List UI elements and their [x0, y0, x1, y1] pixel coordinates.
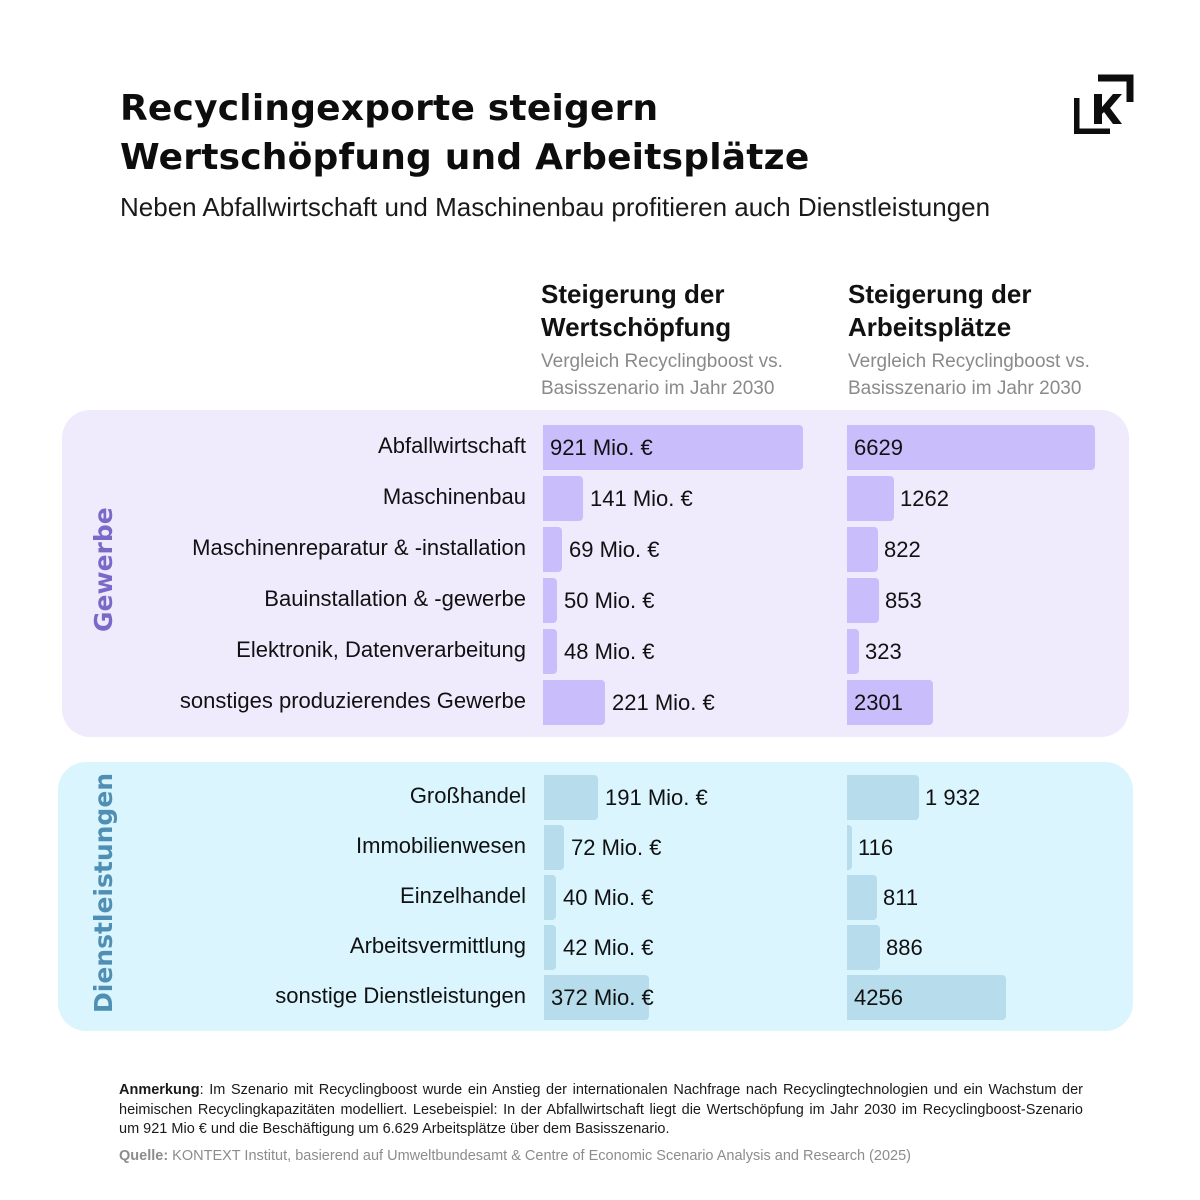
value-label-wertschoepfung: 69 Mio. €	[569, 537, 660, 562]
category-label: Elektronik, Datenverarbeitung	[236, 637, 526, 662]
category-label: sonstige Dienstleistungen	[275, 983, 526, 1008]
value-label-arbeitsplaetze: 811	[883, 885, 919, 910]
heading-line-2: Wertschöpfung	[541, 312, 732, 342]
source-note	[119, 1147, 1099, 1166]
bar-row	[0, 578, 1200, 623]
category-label: Großhandel	[409, 783, 526, 808]
bar-row	[0, 825, 1200, 870]
value-label-arbeitsplaetze: 1 932	[925, 785, 981, 810]
value-label-wertschoepfung: 48 Mio. €	[564, 639, 655, 664]
group-label-gewerbe: Gewerbe	[89, 507, 118, 632]
heading-sub-2: Basisszenario im Jahr 2030	[848, 378, 1082, 399]
column-heading-wertschoepfung	[541, 278, 841, 398]
bar-row	[0, 629, 1200, 674]
category-label: Einzelhandel	[400, 883, 526, 908]
value-label-arbeitsplaetze: 6629	[854, 435, 903, 460]
category-label: Immobilienwesen	[356, 833, 526, 858]
bar-arbeitsplaetze	[847, 775, 919, 820]
heading-line-1: Steigerung der	[541, 279, 725, 309]
heading-sub-2: Basisszenario im Jahr 2030	[541, 378, 775, 399]
bar-row	[0, 925, 1200, 970]
bar-wertschoepfung	[544, 925, 556, 970]
value-label-arbeitsplaetze: 853	[885, 588, 922, 613]
value-label-wertschoepfung: 372 Mio. €	[551, 985, 654, 1010]
bar-arbeitsplaetze	[847, 476, 894, 521]
value-label-wertschoepfung: 40 Mio. €	[563, 885, 654, 910]
bar-wertschoepfung	[544, 875, 556, 920]
source-label: Quelle:	[119, 1148, 169, 1164]
bar-row	[0, 680, 1200, 725]
bar-row	[0, 476, 1200, 521]
category-label: sonstiges produzierendes Gewerbe	[179, 688, 526, 713]
heading-sub-1: Vergleich Recyclingboost vs.	[541, 351, 783, 372]
bar-wertschoepfung	[544, 775, 598, 820]
kontext-k-logo-icon	[1074, 74, 1134, 134]
bar-wertschoepfung	[543, 629, 557, 674]
bar-row	[0, 875, 1200, 920]
value-label-wertschoepfung: 42 Mio. €	[563, 935, 654, 960]
value-label-wertschoepfung: 221 Mio. €	[612, 690, 715, 715]
value-label-wertschoepfung: 72 Mio. €	[571, 835, 662, 860]
bar-arbeitsplaetze	[847, 925, 880, 970]
value-label-wertschoepfung: 191 Mio. €	[605, 785, 708, 810]
category-label: Maschinenbau	[382, 484, 526, 509]
category-label: Bauinstallation & -gewerbe	[264, 586, 526, 611]
value-label-arbeitsplaetze: 4256	[854, 985, 903, 1010]
bar-arbeitsplaetze	[847, 527, 878, 572]
column-heading-arbeitsplaetze	[848, 278, 1148, 398]
bar-arbeitsplaetze	[847, 578, 879, 623]
value-label-arbeitsplaetze: 323	[865, 639, 902, 664]
bar-wertschoepfung	[543, 527, 562, 572]
category-label: Arbeitsvermittlung	[349, 933, 526, 958]
value-label-arbeitsplaetze: 1262	[900, 486, 949, 511]
bar-arbeitsplaetze	[847, 875, 877, 920]
value-label-wertschoepfung: 50 Mio. €	[564, 588, 655, 613]
bar-arbeitsplaetze	[847, 629, 859, 674]
chart-title	[120, 84, 1020, 182]
bar-row	[0, 975, 1200, 1020]
footnote-text: : Im Szenario mit Recyclingboost wurde ein Anstieg der internationalen Nachfrage nach Recyclingtechnologien und ein Wachstum der heimischen Recyclingkapazitäten modelliert. Lesebeispiel: In der Abfallwirtschaft liegt die Wertschöpfung im Jahr 2030 im Recyclingboost-Szenario um 921 Mio € und die Beschäftigung um 6.629 Arbeitsplätze über dem Basisszenario.	[119, 1082, 1083, 1137]
bar-row	[0, 775, 1200, 820]
bar-arbeitsplaetze	[847, 825, 852, 870]
value-label-arbeitsplaetze: 822	[884, 537, 921, 562]
title-line-2: Wertschöpfung und Arbeitsplätze	[120, 137, 810, 178]
value-label-arbeitsplaetze: 2301	[854, 690, 903, 715]
value-label-wertschoepfung: 141 Mio. €	[590, 486, 693, 511]
category-label: Maschinenreparatur & -installation	[192, 535, 526, 560]
title-line-1: Recyclingexporte steigern	[120, 88, 659, 129]
category-label: Abfallwirtschaft	[378, 433, 526, 458]
value-label-wertschoepfung: 921 Mio. €	[550, 435, 653, 460]
group-label-dienstleistungen: Dienstleistungen	[89, 772, 118, 1013]
value-label-arbeitsplaetze: 116	[858, 835, 894, 860]
bar-row	[0, 425, 1200, 470]
bar-wertschoepfung	[543, 578, 557, 623]
value-label-arbeitsplaetze: 886	[886, 935, 923, 960]
footnote-label: Anmerkung	[119, 1082, 200, 1098]
heading-line-1: Steigerung der	[848, 279, 1032, 309]
bar-wertschoepfung	[543, 476, 583, 521]
heading-line-2: Arbeitsplätze	[848, 312, 1012, 342]
source-text: KONTEXT Institut, basierend auf Umweltbundesamt & Centre of Economic Scenario Analysis and Research (2025)	[168, 1148, 911, 1164]
chart-subtitle: Neben Abfallwirtschaft und Maschinenbau profitieren auch Dienstleistungen	[120, 192, 991, 222]
heading-sub-1: Vergleich Recyclingboost vs.	[848, 351, 1090, 372]
bar-wertschoepfung	[544, 825, 564, 870]
footnote	[119, 1081, 1083, 1140]
bar-wertschoepfung	[543, 680, 605, 725]
bar-row	[0, 527, 1200, 572]
